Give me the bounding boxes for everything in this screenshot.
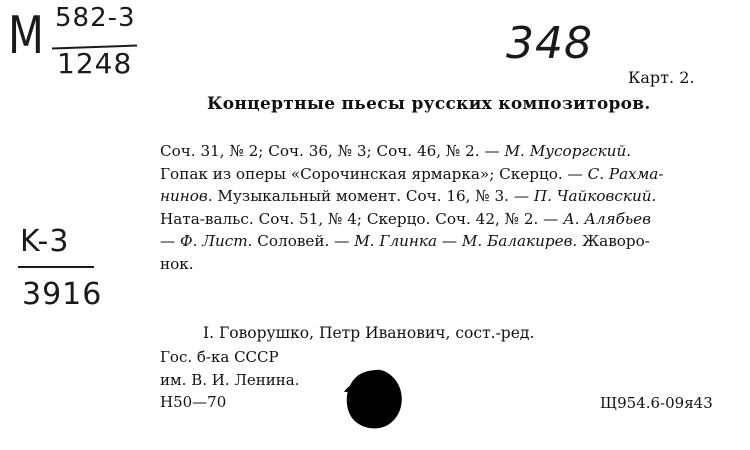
contents-text: — <box>160 232 181 250</box>
composer-name: А. Алябьев <box>563 209 651 228</box>
handwritten-k-code: K-3 <box>20 224 70 259</box>
contents-text: нок. <box>160 254 194 273</box>
card-number: Карт. 2. <box>628 68 695 87</box>
contents-text: Соловей. — <box>252 232 355 250</box>
contents-text: Гопак из оперы «Сорочинская ярмарка»; Скерцо. — <box>160 164 588 183</box>
handwritten-k-number: 3916 <box>22 277 103 312</box>
imprint-library: Гос. б-ка СССР <box>160 348 279 366</box>
handwritten-shelf-top: 582-3 <box>55 3 136 33</box>
handwritten-shelf-bottom: 1248 <box>57 47 133 80</box>
composer-name: П. Чайковский. <box>533 187 657 205</box>
contents-text: — <box>437 232 462 250</box>
handwritten-number-right: 348 <box>506 18 593 69</box>
composer-name: М. Мусоргский. <box>504 142 632 160</box>
composer-name: М. Балакирев. <box>461 232 578 250</box>
composer-name: С. Рахма- <box>587 164 664 183</box>
handwritten-letter-m: M <box>8 6 45 66</box>
ink-blot-shape <box>347 370 402 429</box>
contents-text: Жаворо- <box>577 232 650 250</box>
compiler-line: I. Говорушко, Петр Иванович, сост.-ред. <box>203 324 535 342</box>
classification-code: Щ954.6-09я43 <box>600 394 713 412</box>
imprint-number: Н50—70 <box>160 393 227 411</box>
contents-text: Ната-вальс. Соч. 51, № 4; Скерцо. Соч. 42, № 2. — <box>160 209 564 228</box>
composer-name: М. Глинка <box>354 232 438 250</box>
imprint-named: им. В. И. Ленина. <box>160 370 300 389</box>
card-title: Концертные пьесы русских композиторов. <box>207 94 651 114</box>
composer-name: нинов. <box>160 187 213 205</box>
contents-text: Музыкальный момент. Соч. 16, № 3. — <box>212 187 534 205</box>
contents-text: Соч. 31, № 2; Соч. 36, № 3; Соч. 46, № 2. — <box>160 142 505 160</box>
composer-name: Ф. Лист. <box>180 232 253 250</box>
